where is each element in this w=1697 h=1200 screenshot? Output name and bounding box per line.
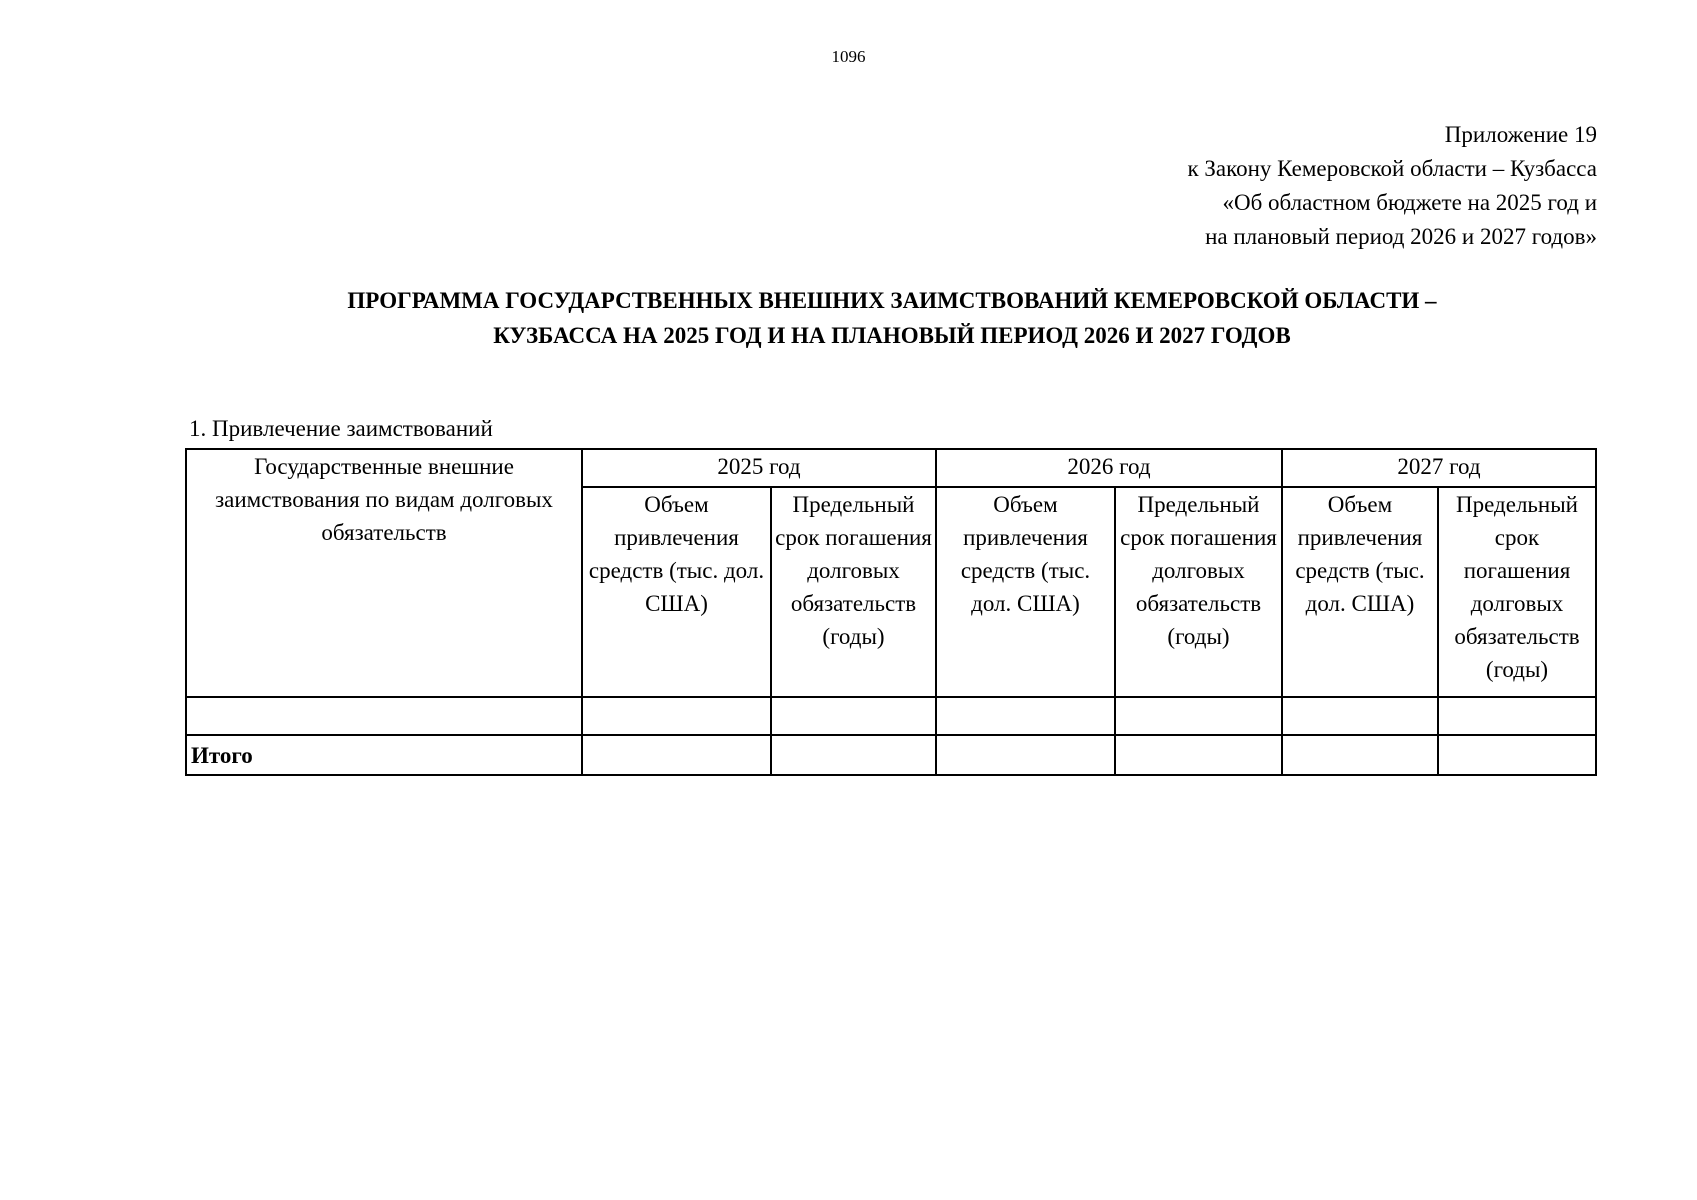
borrowing-type-header: Государственные внешние заимствования по видам долговых обязательств: [186, 449, 582, 697]
table-cell: [771, 697, 936, 735]
table-cell: [771, 735, 936, 775]
table-cell: [582, 735, 771, 775]
table-cell: [1438, 697, 1596, 735]
volume-header-2025: Объем привлечения средств (тыс. дол. США): [582, 487, 771, 697]
page-number: 1096: [831, 47, 866, 66]
table-cell: [1282, 735, 1438, 775]
document-title: [180, 283, 1604, 353]
section-heading: 1. Привлечение заимствований: [189, 416, 493, 441]
term-header-2026: Предельный срок погашения долговых обязательств (годы): [1115, 487, 1282, 697]
year-header-2027: 2027 год: [1282, 449, 1596, 487]
term-header-2027: Предельный срок погашения долговых обязательств (годы): [1438, 487, 1596, 697]
volume-header-2026: Объем привлечения средств (тыс. дол. США): [936, 487, 1115, 697]
appendix-line: «Об областном бюджете на 2025 год и: [1222, 190, 1597, 215]
term-header-2025: Предельный срок погашения долговых обязательств (годы): [771, 487, 936, 697]
appendix-line: Приложение 19: [1444, 122, 1597, 147]
table-cell: [582, 697, 771, 735]
table-header-row: [186, 449, 1596, 487]
volume-header-2027: Объем привлечения средств (тыс. дол. США): [1282, 487, 1438, 697]
table-cell: [1115, 697, 1282, 735]
year-header-2026: 2026 год: [936, 449, 1282, 487]
table-row: [186, 697, 1596, 735]
table-cell: [936, 697, 1115, 735]
title-line: ПРОГРАММА ГОСУДАРСТВЕННЫХ ВНЕШНИХ ЗАИМСТВОВАНИЙ КЕМЕРОВСКОЙ ОБЛАСТИ –: [347, 288, 1437, 313]
table-cell: [936, 735, 1115, 775]
table-cell: [186, 697, 582, 735]
table-cell: [1438, 735, 1596, 775]
title-line: КУЗБАССА НА 2025 ГОД И НА ПЛАНОВЫЙ ПЕРИОД 2026 И 2027 ГОДОВ: [493, 323, 1291, 348]
appendix-block: [1187, 118, 1597, 254]
total-row: [186, 735, 1596, 775]
table-cell: [1282, 697, 1438, 735]
appendix-line: к Закону Кемеровской области – Кузбасса: [1187, 156, 1597, 181]
appendix-line: на плановый период 2026 и 2027 годов»: [1205, 224, 1597, 249]
table-cell: [1115, 735, 1282, 775]
total-label: Итого: [186, 735, 582, 775]
year-header-2025: 2025 год: [582, 449, 936, 487]
borrowing-table: [185, 448, 1597, 776]
